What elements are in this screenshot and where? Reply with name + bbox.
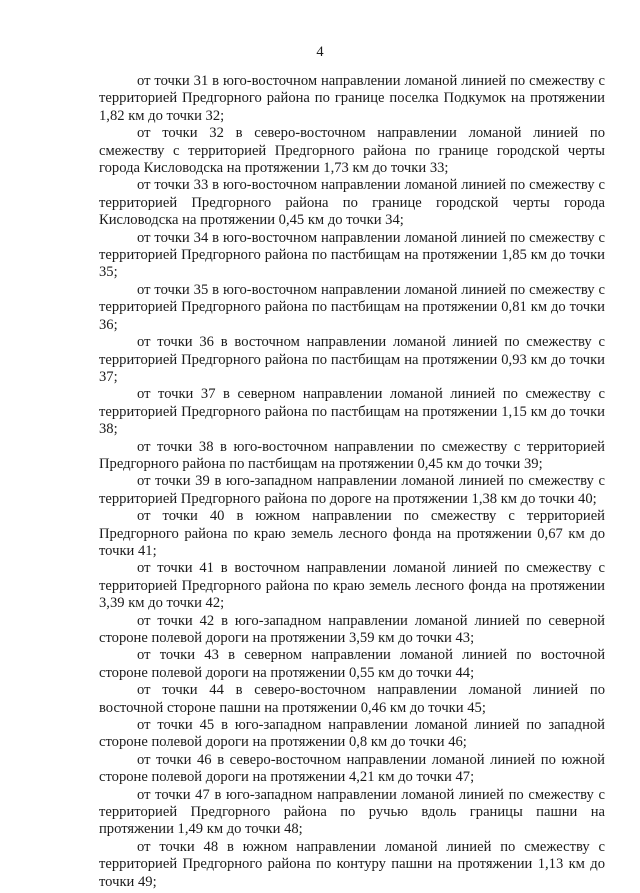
paragraph bbox=[99, 73, 605, 125]
paragraph-text: от точки 40 в южном направлении по смежеству с территорией Предгорного района по краю земель лесного фонда на протяжении 0,67 км до точки 41; bbox=[99, 508, 605, 559]
paragraph-text: от точки 47 в юго-западном направлении ломаной линией по смежеству с территорией Предгорного района по ручью вдоль границы пашни на протяжении 1,49 км до точки 48; bbox=[99, 786, 605, 838]
page-number: 4 bbox=[316, 44, 324, 60]
paragraph-text: от точки 45 в юго-западном направлении ломаной линией по западной стороне полевой дороги на протяжении 0,8 км до точки 46; bbox=[99, 717, 605, 751]
paragraph bbox=[99, 647, 605, 682]
paragraph-text: от точки 48 в южном направлении ломаной линией по смежеству с территорией Предгорного района по контуру пашни на протяжении 1,13 км до точки 49; bbox=[99, 838, 605, 890]
paragraph bbox=[99, 125, 605, 177]
paragraph-text: от точки 31 в юго-восточном направлении ломаной линией по смежеству с территорией Предгорного района по границе поселка Подкумок на протяжении 1,82 км до точки 32; bbox=[99, 73, 605, 124]
paragraph-text: от точки 43 в северном направлении ломаной линией по восточной стороне полевой дороги на протяжении 0,55 км до точки 44; bbox=[99, 647, 605, 681]
paragraph-text: от точки 42 в юго-западном направлении ломаной линией по северной стороне полевой дороги на протяжении 3,59 км до точки 43; bbox=[99, 612, 605, 646]
paragraph-text: от точки 35 в юго-восточном направлении ломаной линией по смежеству с территорией Предгорного района по пастбищам на протяжении 0,81 км до точки 36; bbox=[99, 281, 605, 333]
paragraph bbox=[99, 334, 605, 386]
paragraph-text: от точки 38 в юго-восточном направлении по смежеству с территорией Предгорного района по пастбищам на протяжении 0,45 км до точки 39; bbox=[99, 438, 605, 472]
paragraph-text: от точки 34 в юго-восточном направлении ломаной линией по смежеству с территорией Предгорного района по пастбищам на протяжении 1,85 км до точки 35; bbox=[99, 229, 605, 281]
paragraph-text: от точки 39 в юго-западном направлении ломаной линией по смежеству с территорией Предгорного района по дороге на протяжении 1,38 км до точки 40; bbox=[99, 473, 605, 507]
paragraph bbox=[99, 787, 605, 839]
paragraph bbox=[99, 386, 605, 438]
paragraph bbox=[99, 682, 605, 717]
paragraph bbox=[99, 282, 605, 334]
paragraph-text: от точки 37 в северном направлении ломаной линией по смежеству с территорией Предгорного района по пастбищам на протяжении 1,15 км до точки 38; bbox=[99, 386, 605, 438]
paragraph-text: от точки 36 в восточном направлении ломаной линией по смежеству с территорией Предгорного района по пастбищам на протяжении 0,93 км до точки 37; bbox=[99, 334, 605, 385]
paragraph bbox=[99, 560, 605, 612]
document-body bbox=[99, 73, 605, 891]
paragraph bbox=[99, 613, 605, 648]
paragraph-text: от точки 46 в северо-восточном направлении ломаной линией по южной стороне полевой дороги на протяжении 4,21 км до точки 47; bbox=[99, 751, 605, 786]
paragraph bbox=[99, 508, 605, 560]
paragraph-text: от точки 44 в северо-восточном направлении ломаной линией по восточной стороне пашни на протяжении 0,46 км до точки 45; bbox=[99, 682, 605, 716]
paragraph bbox=[99, 177, 605, 229]
paragraph bbox=[99, 752, 605, 787]
paragraph bbox=[99, 439, 605, 474]
paragraph bbox=[99, 839, 605, 891]
paragraph-text: от точки 33 в юго-восточном направлении ломаной линией по смежеству с территорией Предгорного района по границе городской черты города Кисловодска на протяжении 0,45 км до точки 34; bbox=[99, 177, 605, 229]
paragraph bbox=[99, 230, 605, 282]
paragraph bbox=[99, 717, 605, 752]
paragraph bbox=[99, 473, 605, 508]
paragraph-text: от точки 41 в восточном направлении ломаной линией по смежеству с территорией Предгорного района по краю земель лесного фонда на протяжении 3,39 км до точки 42; bbox=[99, 560, 605, 612]
paragraph-text: от точки 32 в северо-восточном направлении ломаной линией по смежеству с территорией Предгорного района по границе городской черты города Кисловодска на протяжении 1,73 км до точки 33; bbox=[99, 125, 605, 177]
